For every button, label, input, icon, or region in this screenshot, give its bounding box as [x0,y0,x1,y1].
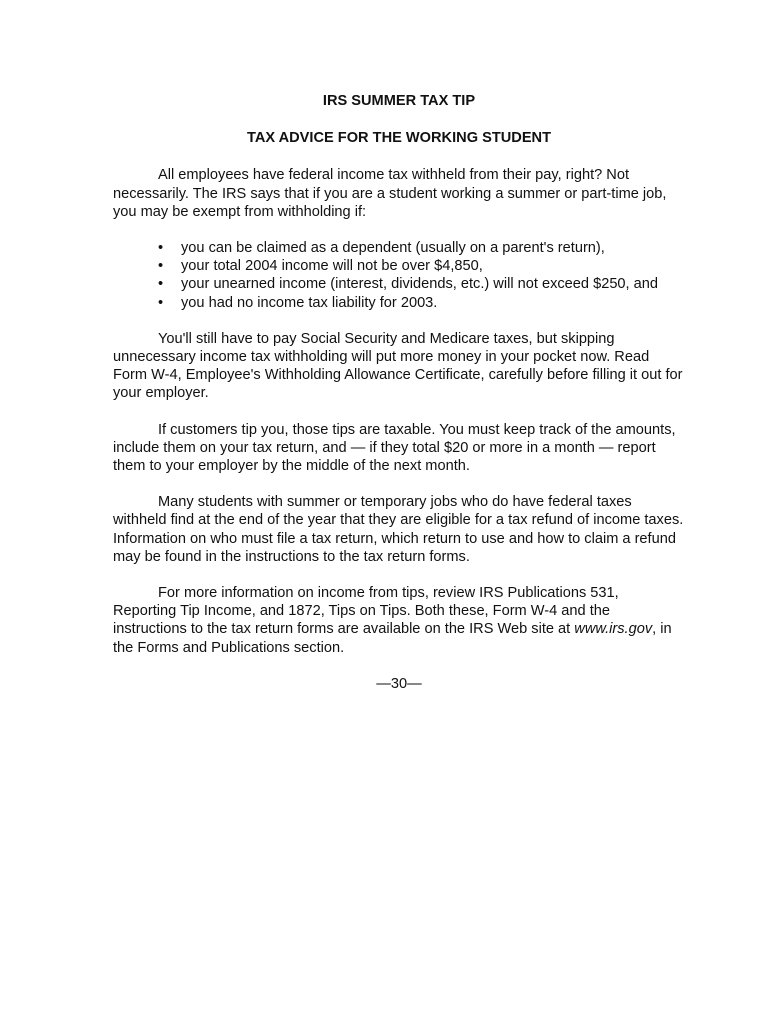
social-security-paragraph: You'll still have to pay Social Security and Medicare taxes, but skipping unnecessary income tax withholding will put more money in your pocket now. Read Form W-4, Employee's Withholding Allowance Certificate, carefully before filling it out for your employer. [113,330,683,402]
refund-paragraph: Many students with summer or temporary jobs who do have federal taxes withheld find at the end of the year that they are eligible for a tax refund of income taxes. Information on who must file a tax return, which return to use and how to claim a refund may be found in the instructions to the tax return forms. [113,494,684,565]
bullet-icon: • [158,276,164,293]
bullet-icon: • [158,240,164,257]
list-item-text: your total 2004 income will not be over $4,850, [181,258,483,275]
intro-paragraph: All employees have federal income tax withheld from their pay, right? Not necessarily. The IRS says that if you are a student working a summer or part-time job, you may be exempt from withholding if: [113,167,667,220]
bullet-icon: • [158,258,164,275]
list-item-text: you had no income tax liability for 2003. [181,294,438,311]
list-item [113,257,685,275]
tips-paragraph: If customers tip you, those tips are taxable. You must keep track of the amounts, include them on your tax return, and — if they total $20 or more in a month — report them to your employer by the middle of the next month. [113,421,676,475]
document-subtitle: TAX ADVICE FOR THE WORKING STUDENT [246,130,552,147]
document-title: IRS SUMMER TAX TIP [322,93,476,109]
list-item-text: you can be claimed as a dependent (usually on a parent's return), [181,240,605,257]
eligibility-list [113,239,685,312]
list-item [113,294,685,312]
list-item [113,275,685,293]
more-info-paragraph [113,584,685,657]
irs-website-link[interactable]: www.irs.gov [574,621,653,638]
document-page [113,92,685,693]
list-item [113,239,685,257]
list-item-text: your unearned income (interest, dividends, etc.) will not exceed $250, and [181,276,659,293]
bullet-icon: • [158,294,164,311]
more-info-text-end: , in the Forms and Publications section. [113,621,672,656]
page-number: —30— [376,675,422,692]
more-info-text: For more information on income from tips, review IRS Publications 531, Reporting Tip Income, and 1872, Tips on Tips. Both these, Form W-4 and the instructions to the tax return forms are available on the IRS Web site at [113,585,619,638]
